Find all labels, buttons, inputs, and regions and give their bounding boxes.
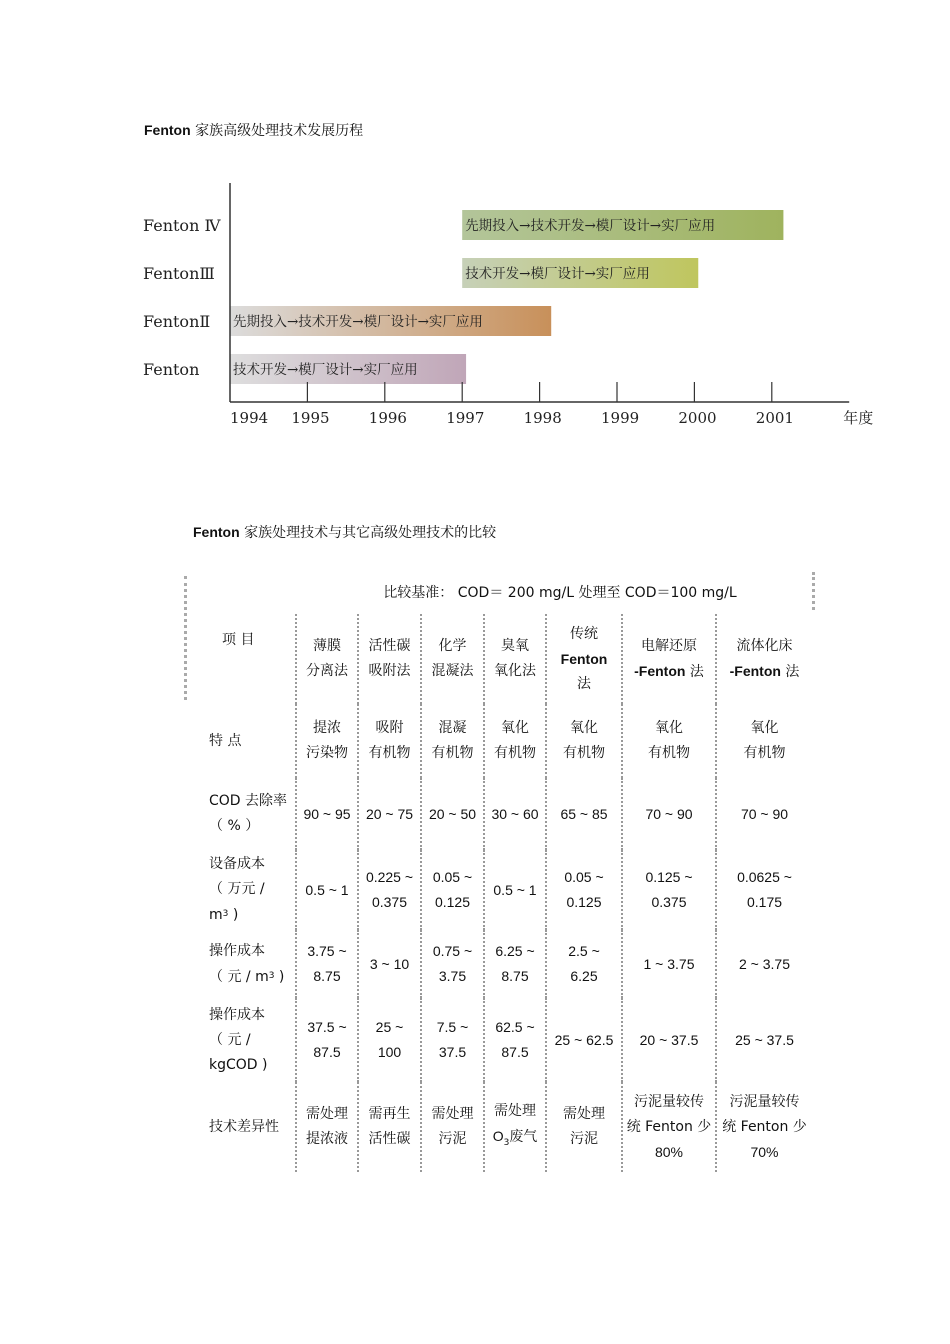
table-cell: 25 ~ 37.5 bbox=[716, 998, 812, 1082]
row-label: 特 点 bbox=[209, 732, 242, 749]
table-cell: 30 ~ 60 bbox=[484, 778, 546, 850]
table-cell: 3.75 ~ 8.75 bbox=[296, 930, 358, 998]
table-cell: 70 ~ 90 bbox=[622, 778, 716, 850]
table-cell: 65 ~ 85 bbox=[546, 778, 622, 850]
x-axis-label: 年度 bbox=[843, 409, 874, 427]
table-cell: 70 ~ 90 bbox=[716, 778, 812, 850]
table-cell: 需处理 污泥 bbox=[421, 1082, 484, 1172]
row-label: 设备成本 （ 万元 / $m^3$ ) bbox=[209, 856, 265, 923]
column-header: 电解还原 -Fenton 法 bbox=[622, 614, 716, 704]
header-item: 项 目 bbox=[222, 632, 255, 648]
table-cell: 需再生 活性碳 bbox=[358, 1082, 421, 1172]
table-left-border bbox=[184, 576, 187, 700]
table-cell: 90 ~ 95 bbox=[296, 778, 358, 850]
x-tick-label: 1997 bbox=[446, 409, 485, 427]
table-cell: 20 ~ 37.5 bbox=[622, 998, 716, 1082]
comparison-table bbox=[190, 572, 812, 1172]
table-right-border bbox=[812, 572, 815, 610]
column-header: 传统 Fenton 法 bbox=[546, 614, 622, 704]
column-header: 化学 混凝法 bbox=[421, 614, 484, 704]
series-label: FentonⅢ bbox=[143, 264, 215, 283]
column-header: 流体化床 -Fenton 法 bbox=[716, 614, 812, 704]
chart-title-bold: Fenton bbox=[144, 122, 191, 138]
table-cell: 0.225 ~ 0.375 bbox=[358, 850, 421, 930]
basis-row bbox=[190, 572, 812, 614]
table-cell: 7.5 ~ 37.5 bbox=[421, 998, 484, 1082]
table-cell: 氧化 有机物 bbox=[716, 704, 812, 778]
table-title bbox=[193, 522, 496, 542]
x-tick-label: 1998 bbox=[523, 409, 562, 427]
gantt-chart bbox=[135, 175, 874, 435]
table-cell: 污泥量较传 统 Fenton 少 80% bbox=[622, 1082, 716, 1172]
table-title-bold: Fenton bbox=[193, 524, 240, 540]
table-cell: 25 ~ 62.5 bbox=[546, 998, 622, 1082]
table-cell: 1 ~ 3.75 bbox=[622, 930, 716, 998]
row-label: COD 去除率 （ % ） bbox=[209, 793, 288, 834]
x-tick-label: 1995 bbox=[291, 409, 330, 427]
table-cell: 25 ~ 100 bbox=[358, 998, 421, 1082]
table-cell: 62.5 ~ 87.5 bbox=[484, 998, 546, 1082]
column-header: 薄膜 分离法 bbox=[296, 614, 358, 704]
table-cell: 0.0625 ~ 0.175 bbox=[716, 850, 812, 930]
chart-title bbox=[144, 120, 363, 140]
table-cell: 37.5 ~ 87.5 bbox=[296, 998, 358, 1082]
table-cell: 6.25 ~ 8.75 bbox=[484, 930, 546, 998]
table-cell: 氧化 有机物 bbox=[546, 704, 622, 778]
x-tick-label: 2001 bbox=[755, 409, 794, 427]
table-row bbox=[190, 704, 812, 778]
row-label: 操作成本 （ 元 / $m^3$ ) bbox=[209, 942, 285, 985]
column-header: 活性碳 吸附法 bbox=[358, 614, 421, 704]
table-cell: 污泥量较传 统 Fenton 少 70% bbox=[716, 1082, 812, 1172]
x-tick-label: 1994 bbox=[230, 409, 269, 427]
series-label: Fenton Ⅳ bbox=[143, 216, 221, 235]
table-title-rest: 家族处理技术与其它高级处理技术的比较 bbox=[239, 525, 497, 541]
x-tick-label: 1996 bbox=[368, 409, 407, 427]
gantt-bar-label: 技术开发→模厂设计→实厂应用 bbox=[465, 266, 650, 282]
table-row bbox=[190, 930, 812, 998]
table-cell: 20 ~ 50 bbox=[421, 778, 484, 850]
table-cell: 2 ~ 3.75 bbox=[716, 930, 812, 998]
x-tick-label: 2000 bbox=[678, 409, 717, 427]
table-cell: 氧化 有机物 bbox=[484, 704, 546, 778]
table-cell: 0.5 ~ 1 bbox=[296, 850, 358, 930]
table-row bbox=[190, 998, 812, 1082]
row-label: 操作成本 （ 元 / kgCOD ) bbox=[209, 1006, 268, 1073]
chart-title-rest: 家族高级处理技术发展历程 bbox=[190, 123, 364, 139]
table-row bbox=[190, 1082, 812, 1172]
table-cell: 需处理 污泥 bbox=[546, 1082, 622, 1172]
gantt-bar-label: 先期投入→技术开发→模厂设计→实厂应用 bbox=[233, 314, 483, 330]
table-cell: 0.05 ~ 0.125 bbox=[546, 850, 622, 930]
table-row bbox=[190, 778, 812, 850]
basis-cell: 比较基准： COD＝ 200 mg/L 处理至 COD＝100 mg/L bbox=[383, 584, 737, 601]
table-cell: 吸附 有机物 bbox=[358, 704, 421, 778]
table-cell: 提浓 污染物 bbox=[296, 704, 358, 778]
table-cell: 3 ~ 10 bbox=[358, 930, 421, 998]
header-row bbox=[190, 614, 812, 704]
column-header: 臭氧 氧化法 bbox=[484, 614, 546, 704]
table-cell: 氧化 有机物 bbox=[622, 704, 716, 778]
table-row bbox=[190, 850, 812, 930]
table-cell: 0.5 ~ 1 bbox=[484, 850, 546, 930]
table-cell: 20 ~ 75 bbox=[358, 778, 421, 850]
gantt-bar-label: 先期投入→技术开发→模厂设计→实厂应用 bbox=[465, 218, 716, 234]
gantt-bar-label: 技术开发→模厂设计→实厂应用 bbox=[233, 362, 418, 378]
table-cell: 0.125 ~ 0.375 bbox=[622, 850, 716, 930]
table-cell: 需处理 提浓液 bbox=[296, 1082, 358, 1172]
row-label: 技术差异性 bbox=[209, 1118, 279, 1135]
table-cell: 需处理 $O_3$废气 bbox=[484, 1082, 546, 1172]
series-label: Fenton bbox=[143, 360, 200, 379]
table-cell: 0.05 ~ 0.125 bbox=[421, 850, 484, 930]
table-cell: 0.75 ~ 3.75 bbox=[421, 930, 484, 998]
series-label: FentonⅡ bbox=[143, 312, 211, 331]
x-tick-label: 1999 bbox=[601, 409, 640, 427]
table-cell: 2.5 ~ 6.25 bbox=[546, 930, 622, 998]
table-cell: 混凝 有机物 bbox=[421, 704, 484, 778]
